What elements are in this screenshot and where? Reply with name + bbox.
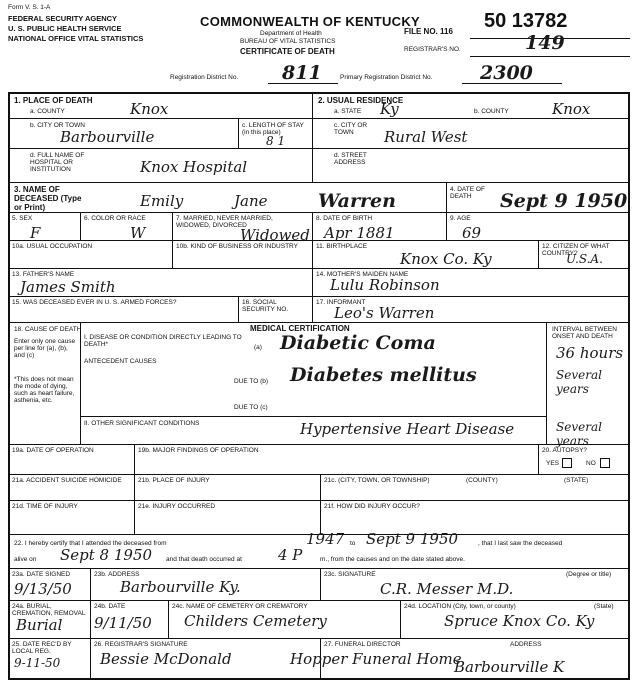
operation-findings-label: 19b. MAJOR FINDINGS OF OPERATION <box>138 447 259 454</box>
primary-district-label: Primary Registration District No. <box>340 74 433 81</box>
registrar-no-label: REGISTRAR'S NO. <box>404 46 461 53</box>
disease-label: I. DISEASE OR CONDITION DIRECTLY LEADING TO DEATH* <box>84 334 242 348</box>
injury-occurred-label: 21e. INJURY OCCURRED <box>138 503 216 510</box>
other-conditions-value: Hypertensive Heart Disease <box>300 420 515 438</box>
color-value: W <box>130 224 146 242</box>
due-to-b-label: DUE TO (b) <box>234 378 269 385</box>
degree-label: (Degree or title) <box>566 571 612 578</box>
age-value: 69 <box>462 224 482 242</box>
residence-state-label: a. STATE <box>334 108 362 115</box>
hospital-label: d. FULL NAME OF HOSPITAL OR INSTITUTION <box>30 152 85 173</box>
cause-b-interval: Several years <box>556 368 602 396</box>
residence-city-label: c. CITY OR TOWN <box>334 122 368 136</box>
autopsy-label: 20. AUTOPSY? <box>542 447 588 454</box>
death-time-value: 4 P <box>278 546 303 564</box>
business-label: 10b. KIND OF BUSINESS OR INDUSTRY <box>176 243 298 250</box>
funeral-director-value: Hopper Funeral Home <box>290 650 462 668</box>
marital-label: 7. MARRIED, NEVER MARRIED, WIDOWED, DIVORCED <box>176 215 273 229</box>
deceased-first-name: Emily <box>140 192 184 210</box>
deceased-last-name: Warren <box>318 190 396 212</box>
date-signed-value: 9/13/50 <box>14 580 72 598</box>
death-city-label: b. CITY OR TOWN <box>30 122 85 129</box>
interval-label: INTERVAL BETWEEN ONSET AND DEATH <box>552 326 617 340</box>
funeral-director-city: Barbourville K <box>454 658 565 676</box>
alive-on-value: Sept 8 1950 <box>60 546 153 564</box>
color-label: 6. COLOR OR RACE <box>84 215 146 222</box>
certify-statement-1: 22. I hereby certify that I attended the deceased from <box>14 540 167 547</box>
age-label: 9. AGE <box>450 215 471 222</box>
length-of-stay-label: c. LENGTH OF STAY (in this place) <box>242 122 304 136</box>
attended-from-value: 1947 <box>306 530 345 548</box>
cemetery-value: Childers Cemetery <box>184 612 327 630</box>
residence-state-value: Ky <box>380 100 399 118</box>
death-county-label: a. COUNTY <box>30 108 65 115</box>
sex-label: 5. SEX <box>12 215 33 222</box>
date-of-birth-label: 8. DATE OF BIRTH <box>316 215 373 222</box>
residence-city-value: Rural West <box>384 128 468 146</box>
hospital-value: Knox Hospital <box>140 158 248 176</box>
deceased-middle-name: Jane <box>234 192 268 210</box>
injury-state-label: (STATE) <box>564 477 589 484</box>
registration-district-label: Registration District No. <box>170 74 239 81</box>
autopsy-no-label: NO <box>586 460 596 467</box>
residence-county-label: b. COUNTY <box>474 108 509 115</box>
cause-a-value: Diabetic Coma <box>280 332 436 354</box>
alive-on-label: alive on <box>14 556 37 563</box>
certificate-frame <box>8 92 630 680</box>
occupation-label: 10a. USUAL OCCUPATION <box>12 243 93 250</box>
residence-county-value: Knox <box>552 100 591 118</box>
injury-county-label: (COUNTY) <box>466 477 498 484</box>
agency-line-3: NATIONAL OFFICE VITAL STATISTICS <box>8 34 144 43</box>
place-of-death-title: 1. PLACE OF DEATH <box>14 96 93 105</box>
injury-how-label: 21f. HOW DID INJURY OCCUR? <box>324 503 420 510</box>
address-label: 23b. ADDRESS <box>94 571 140 578</box>
agency-line-2: U. S. PUBLIC HEALTH SERVICE <box>8 24 122 33</box>
autopsy-no-checkbox[interactable] <box>600 458 610 468</box>
footnote: *This does not mean the mode of dying, such as heart failure, asthenia, etc. <box>14 376 75 404</box>
date-received-label: 25. DATE REC'D BY LOCAL REG. <box>12 641 72 655</box>
injury-place-label: 21b. PLACE OF INJURY <box>138 477 210 484</box>
other-conditions-interval: Several years <box>556 420 602 448</box>
operation-date-label: 19a. DATE OF OPERATION <box>12 447 94 454</box>
injury-time-label: 21d. TIME OF INJURY <box>12 503 78 510</box>
residence-street-label: d. STREET ADDRESS <box>334 152 367 166</box>
death-county-value: Knox <box>130 100 169 118</box>
ssn-label: 16. SOCIAL SECURITY NO. <box>242 299 289 313</box>
date-of-birth-value: Apr 1881 <box>324 224 395 242</box>
certify-statement-3: m., from the causes and on the date stated above. <box>320 556 465 563</box>
marital-value: Widowed <box>240 226 310 244</box>
registrar-signature-label: 26. REGISTRAR'S SIGNATURE <box>94 641 188 648</box>
burial-date-value: 9/11/50 <box>94 614 152 632</box>
location-state-label: (State) <box>594 603 614 610</box>
dept-line: Department of Health <box>260 30 322 37</box>
informant-value: Leo's Warren <box>334 304 435 322</box>
armed-forces-label: 15. WAS DECEASED EVER IN U. S. ARMED FORCES? <box>12 299 177 306</box>
signature-label: 23c. SIGNATURE <box>324 571 376 578</box>
death-city-value: Barbourville <box>60 128 155 146</box>
date-of-death-label: 4. DATE OF DEATH <box>450 186 485 200</box>
registrar-no-value: 149 <box>525 32 565 54</box>
antecedent-label: ANTECEDENT CAUSES <box>84 358 157 365</box>
certify-statement-2: , that I last saw the deceased <box>478 540 563 547</box>
funeral-director-label: 27. FUNERAL DIRECTOR <box>324 641 401 648</box>
cause-of-death-label: 18. CAUSE OF DEATH <box>14 326 82 333</box>
accident-label: 21a. ACCIDENT SUICIDE HOMICIDE <box>12 477 122 484</box>
address-value: Barbourville Ky. <box>120 578 241 596</box>
sex-value: F <box>30 224 41 242</box>
date-signed-label: 23a. DATE SIGNED <box>12 571 71 578</box>
registrar-signature-value: Bessie McDonald <box>100 650 232 668</box>
mother-label: 14. MOTHER'S MAIDEN NAME <box>316 271 409 278</box>
cause-a-label: (a) <box>254 344 262 351</box>
burial-date-label: 24b. DATE <box>94 603 126 610</box>
other-conditions-label: II. OTHER SIGNIFICANT CONDITIONS <box>84 420 200 427</box>
cemetery-label: 24c. NAME OF CEMETERY OR CREMATORY <box>172 603 308 610</box>
medical-certification-title: MEDICAL CERTIFICATION <box>250 324 350 333</box>
due-to-c-label: DUE TO (c) <box>234 404 268 411</box>
citizen-label: 12. CITIZEN OF WHAT COUNTRY? <box>542 243 610 257</box>
cause-a-interval: 36 hours <box>556 344 624 362</box>
date-of-death-value: Sept 9 1950 <box>500 190 628 212</box>
burial-label: 24a. BURIAL, CREMATION, REMOVAL <box>12 603 86 617</box>
form-title: COMMONWEALTH OF KENTUCKY <box>200 14 420 29</box>
file-no-value: 50 13782 <box>484 10 568 32</box>
primary-district-value: 2300 <box>480 62 533 84</box>
registration-district-value: 811 <box>282 62 322 84</box>
death-occurred-label: and that death occurred at <box>166 556 242 563</box>
cause-note: Enter only one cause per line for (a), (b), and (c) <box>14 338 76 359</box>
mother-value: Lulu Robinson <box>330 276 440 294</box>
injury-city-label: 21c. (CITY, TOWN, OR TOWNSHIP) <box>324 477 430 484</box>
birthplace-label: 11. BIRTHPLACE <box>316 243 368 250</box>
agency-line-1: FEDERAL SECURITY AGENCY <box>8 14 118 23</box>
certificate-title: CERTIFICATE OF DEATH <box>240 47 335 56</box>
cause-b-value: Diabetes mellitus <box>290 364 477 386</box>
usual-residence-title: 2. USUAL RESIDENCE <box>318 96 404 105</box>
attended-to-value: Sept 9 1950 <box>366 530 459 548</box>
attended-to-label: to <box>350 540 356 547</box>
file-no-label: FILE NO. 116 <box>404 27 453 36</box>
informant-label: 17. INFORMANT <box>316 299 366 306</box>
father-label: 13. FATHER'S NAME <box>12 271 75 278</box>
location-label: 24d. LOCATION (City, town, or county) <box>404 603 516 610</box>
father-value: James Smith <box>20 278 116 296</box>
bureau-line: BUREAU OF VITAL STATISTICS <box>240 38 336 45</box>
birthplace-value: Knox Co. Ky <box>400 250 492 268</box>
date-received-value: 9-11-50 <box>14 656 61 670</box>
length-of-stay-value: 8 1 <box>266 134 286 148</box>
form-number: Form V. S. 1-A <box>8 4 51 11</box>
burial-value: Burial <box>16 616 63 634</box>
citizen-value: U.S.A. <box>566 252 603 266</box>
location-value: Spruce Knox Co. Ky <box>444 612 595 630</box>
funeral-director-address-label: ADDRESS <box>510 641 542 648</box>
autopsy-yes-label: YES <box>546 460 560 467</box>
deceased-name-label: 3. NAME OF DECEASED (Type or Print) <box>14 185 82 212</box>
signature-value: C.R. Messer M.D. <box>380 580 514 598</box>
autopsy-yes-checkbox[interactable] <box>562 458 572 468</box>
